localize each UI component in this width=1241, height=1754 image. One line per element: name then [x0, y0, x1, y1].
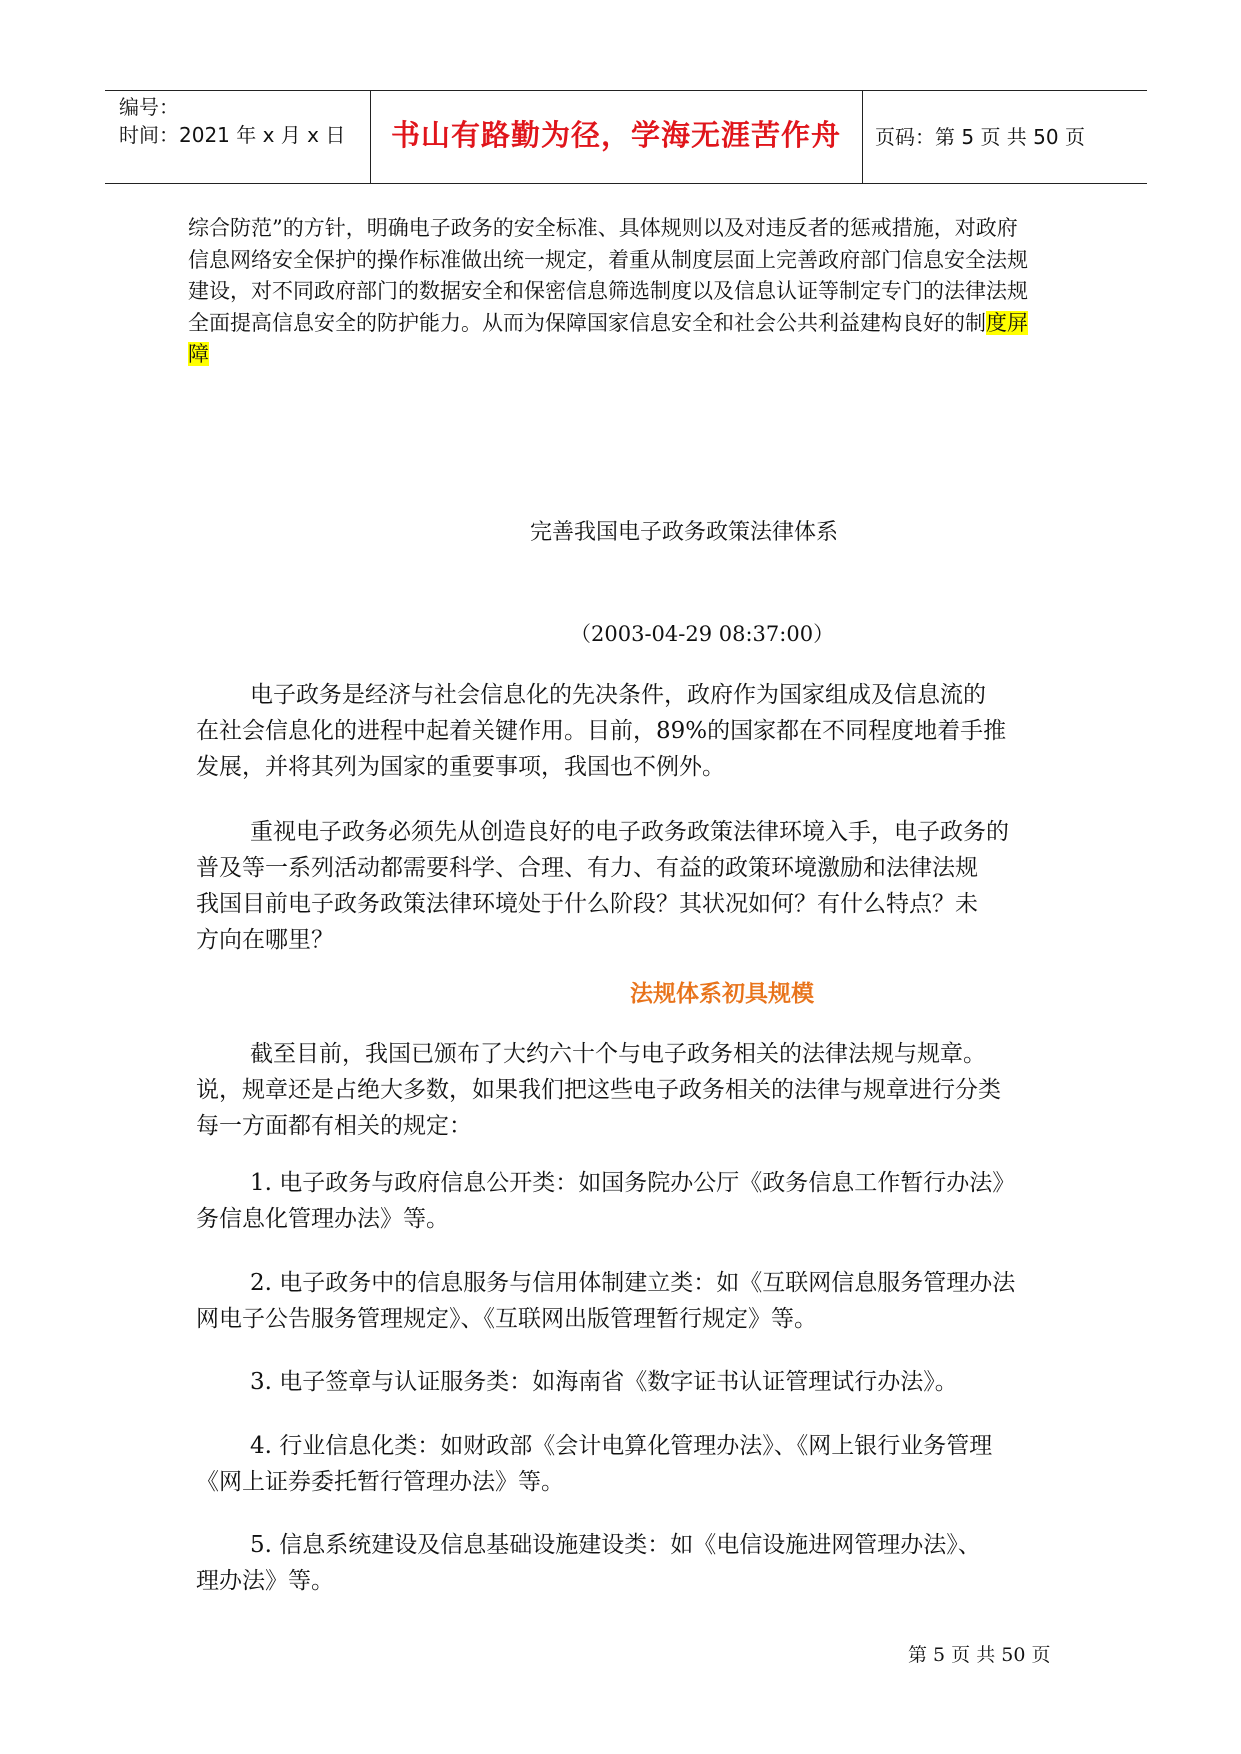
paragraph-line: 我国目前电子政务政策法律环境处于什么阶段？其状况如何？有什么特点？未	[196, 891, 978, 917]
intro-line	[188, 308, 1060, 340]
paragraph-line: 说，规章还是占绝大多数，如果我们把这些电子政务相关的法律与规章进行分类	[196, 1077, 1001, 1103]
intro-line	[188, 339, 1060, 371]
header-time-label: 时间：2021 年 x 月 x 日	[119, 123, 346, 147]
article-date: （2003-04-29 08:37:00）	[570, 622, 835, 646]
paragraph-line: 5. 信息系统建设及信息基础设施建设类：如《电信设施进网管理办法》、	[250, 1532, 981, 1558]
paragraph-line: 重视电子政务必须先从创造良好的电子政务政策法律环境入手，电子政务的	[250, 819, 1009, 845]
paragraph-line: 每一方面都有相关的规定：	[196, 1113, 472, 1139]
paragraph-line: 4. 行业信息化类：如财政部《会计电算化管理办法》、《网上银行业务管理	[250, 1433, 993, 1459]
paragraph-line: 1. 电子政务与政府信息公开类：如国务院办公厅《政务信息工作暂行办法》	[250, 1170, 1016, 1196]
section-heading: 法规体系初具规模	[630, 981, 814, 1007]
intro-paragraph	[188, 213, 1060, 371]
document-header	[105, 90, 1147, 184]
highlighted-text: 障	[188, 342, 209, 366]
list-item	[196, 1428, 1060, 1500]
intro-line: 信息网络安全保护的操作标准做出统一规定，着重从制度层面上完善政府部门信息安全法规	[188, 247, 1028, 272]
list-item	[196, 1364, 1060, 1400]
list-item	[196, 1165, 1060, 1237]
list-item	[196, 1265, 1060, 1337]
page-footer: 第 5 页 共 50 页	[908, 1644, 1051, 1666]
paragraph-line: 在社会信息化的进程中起着关键作用。目前，89%的国家都在不同程度地着手推	[196, 718, 1007, 744]
paragraph-line: 3. 电子签章与认证服务类：如海南省《数字证书认证管理试行办法》。	[250, 1369, 958, 1395]
header-page-label: 页码：第 5 页 共 50 页	[875, 125, 1085, 149]
header-divider	[862, 91, 863, 183]
paragraph	[196, 1036, 1060, 1144]
paragraph-line: 电子政务是经济与社会信息化的先决条件，政府作为国家组成及信息流的	[250, 682, 986, 708]
header-motto: 书山有路勤为径，学海无涯苦作舟	[390, 118, 841, 152]
list-item	[196, 1527, 1060, 1599]
paragraph-line: 网电子公告服务管理规定》、《互联网出版管理暂行规定》等。	[196, 1306, 817, 1332]
paragraph-line: 发展，并将其列为国家的重要事项，我国也不例外。	[196, 754, 725, 780]
article-title: 完善我国电子政务政策法律体系	[530, 520, 839, 545]
paragraph-line: 理办法》等。	[196, 1568, 334, 1594]
highlighted-text: 度屏	[986, 310, 1028, 335]
paragraph	[196, 677, 1060, 785]
paragraph-line: 截至目前，我国已颁布了大约六十个与电子政务相关的法律法规与规章。	[250, 1041, 986, 1067]
paragraph-line: 方向在哪里？	[196, 927, 334, 953]
intro-text: 全面提高信息安全的防护能力。从而为保障国家信息安全和社会公共利益建构良好的制	[188, 310, 986, 335]
intro-line: 综合防范”的方针，明确电子政务的安全标准、具体规则以及对违反者的惩戒措施，对政府	[188, 216, 1018, 240]
intro-line: 建设，对不同政府部门的数据安全和保密信息筛选制度以及信息认证等制定专门的法律法规	[188, 279, 1028, 303]
header-number-label: 编号：	[119, 95, 179, 119]
paragraph-line: 2. 电子政务中的信息服务与信用体制建立类：如《互联网信息服务管理办法	[250, 1270, 1016, 1296]
paragraph	[196, 814, 1060, 958]
paragraph-line: 普及等一系列活动都需要科学、合理、有力、有益的政策环境激励和法律法规	[196, 855, 978, 881]
paragraph-line: 务信息化管理办法》等。	[196, 1206, 449, 1232]
header-meta	[119, 93, 345, 149]
paragraph-line: 《网上证券委托暂行管理办法》等。	[196, 1469, 564, 1495]
